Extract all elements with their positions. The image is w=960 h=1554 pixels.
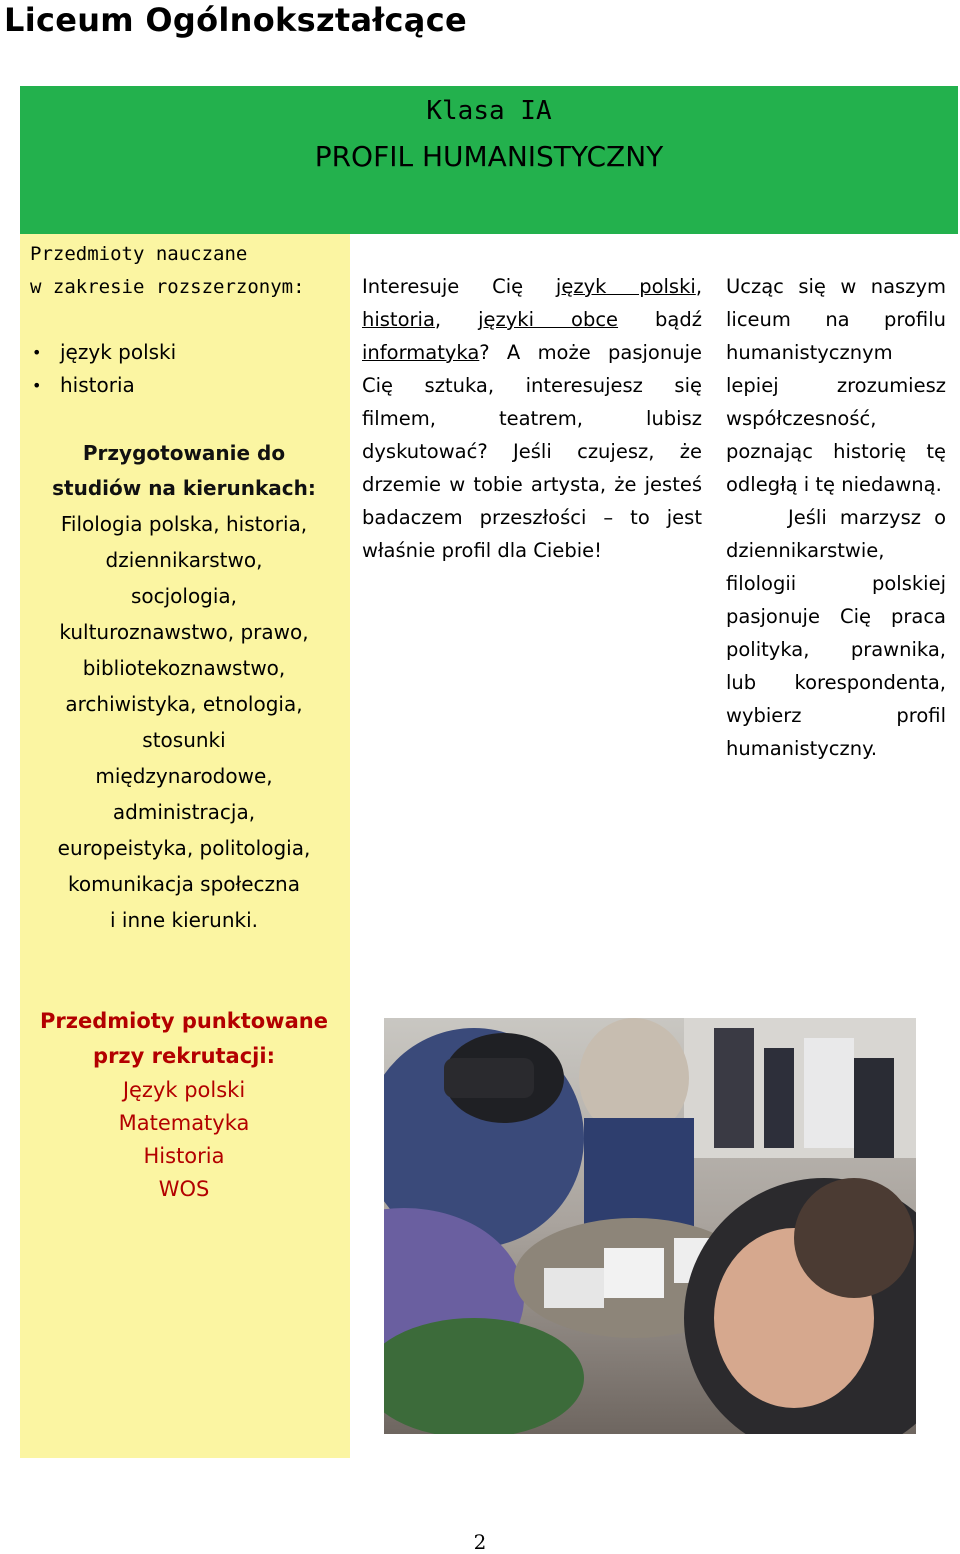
studies-line: międzynarodowe,	[95, 764, 273, 788]
studies-line: bibliotekoznawstwo,	[82, 656, 286, 680]
list-item: • język polski	[30, 336, 176, 369]
text-span: ? A może pasjonuje Cię sztuka, interesujesz się filmem, teatrem, lubisz dyskutować? Jeśli czujesz, że drzemie w tobie artysta, że jesteś badaczem przeszłości – to jest właśnie profil dla Ciebie!	[362, 341, 702, 562]
points-list	[20, 1074, 348, 1206]
studies-line: socjologia,	[130, 584, 238, 608]
subjects-heading	[30, 238, 305, 304]
list-item: Matematyka	[118, 1111, 250, 1135]
list-item: WOS	[158, 1177, 210, 1201]
text-span: Interesuje Cię	[362, 275, 556, 298]
class-header-banner	[20, 86, 958, 234]
studies-heading	[20, 436, 348, 506]
points-heading-line: przy rekrutacji:	[93, 1044, 275, 1068]
students-photo	[384, 1018, 916, 1434]
photo-illustration	[384, 1018, 916, 1434]
text-span: ,	[695, 275, 703, 298]
studies-line: stosunki	[142, 728, 226, 752]
studies-line: dziennikarstwo,	[105, 548, 263, 572]
description-paragraph: Jeśli marzysz o dziennikarstwie, filologii polskiej pasjonuje Cię praca polityka, prawnika, lub korespondenta, wybierz profil humanistyczny.	[726, 506, 946, 760]
studies-line: europeistyka, politologia,	[57, 836, 311, 860]
subjects-heading-line: Przedmioty nauczane	[30, 243, 248, 265]
page-number: 2	[473, 1530, 487, 1554]
profile-name: PROFIL HUMANISTYCZNY	[314, 140, 664, 173]
studies-line: kulturoznawstwo, prawo,	[59, 620, 309, 644]
text-span: bądź	[618, 308, 702, 331]
underlined-subject: informatyka	[362, 341, 480, 364]
text-span: ,	[434, 308, 479, 331]
studies-heading-line: studiów na kierunkach:	[52, 476, 316, 500]
studies-list	[20, 506, 348, 938]
left-sidebar	[20, 234, 350, 1458]
subjects-heading-line: w zakresie rozszerzonym:	[30, 276, 305, 298]
studies-line: archiwistyka, etnologia,	[65, 692, 303, 716]
underlined-subject: historia	[362, 308, 435, 331]
studies-line: administracja,	[112, 800, 256, 824]
profile-description	[726, 270, 946, 765]
list-item: Historia	[143, 1144, 225, 1168]
studies-heading-line: Przygotowanie do	[82, 441, 286, 465]
description-paragraph: Ucząc się w naszym liceum na profilu humanistycznym lepiej zrozumiesz współczesność, poznając historię tę odległą i tę niedawną.	[726, 275, 946, 496]
underlined-subject: języki obce	[478, 308, 619, 331]
list-item: • historia	[30, 369, 176, 402]
subjects-list	[30, 336, 176, 402]
intro-paragraph	[362, 270, 702, 567]
studies-line: i inne kierunki.	[110, 908, 258, 932]
points-heading-line: Przedmioty punktowane	[40, 1009, 328, 1033]
studies-line: komunikacja społeczna	[68, 872, 300, 896]
page-title: Liceum Ogólnokształcące	[4, 1, 467, 39]
studies-line: Filologia polska, historia,	[60, 512, 308, 536]
list-item: Język polski	[122, 1078, 246, 1102]
class-name: Klasa IA	[426, 96, 552, 126]
points-heading	[20, 1004, 348, 1074]
underlined-subject: język polski	[555, 275, 696, 298]
